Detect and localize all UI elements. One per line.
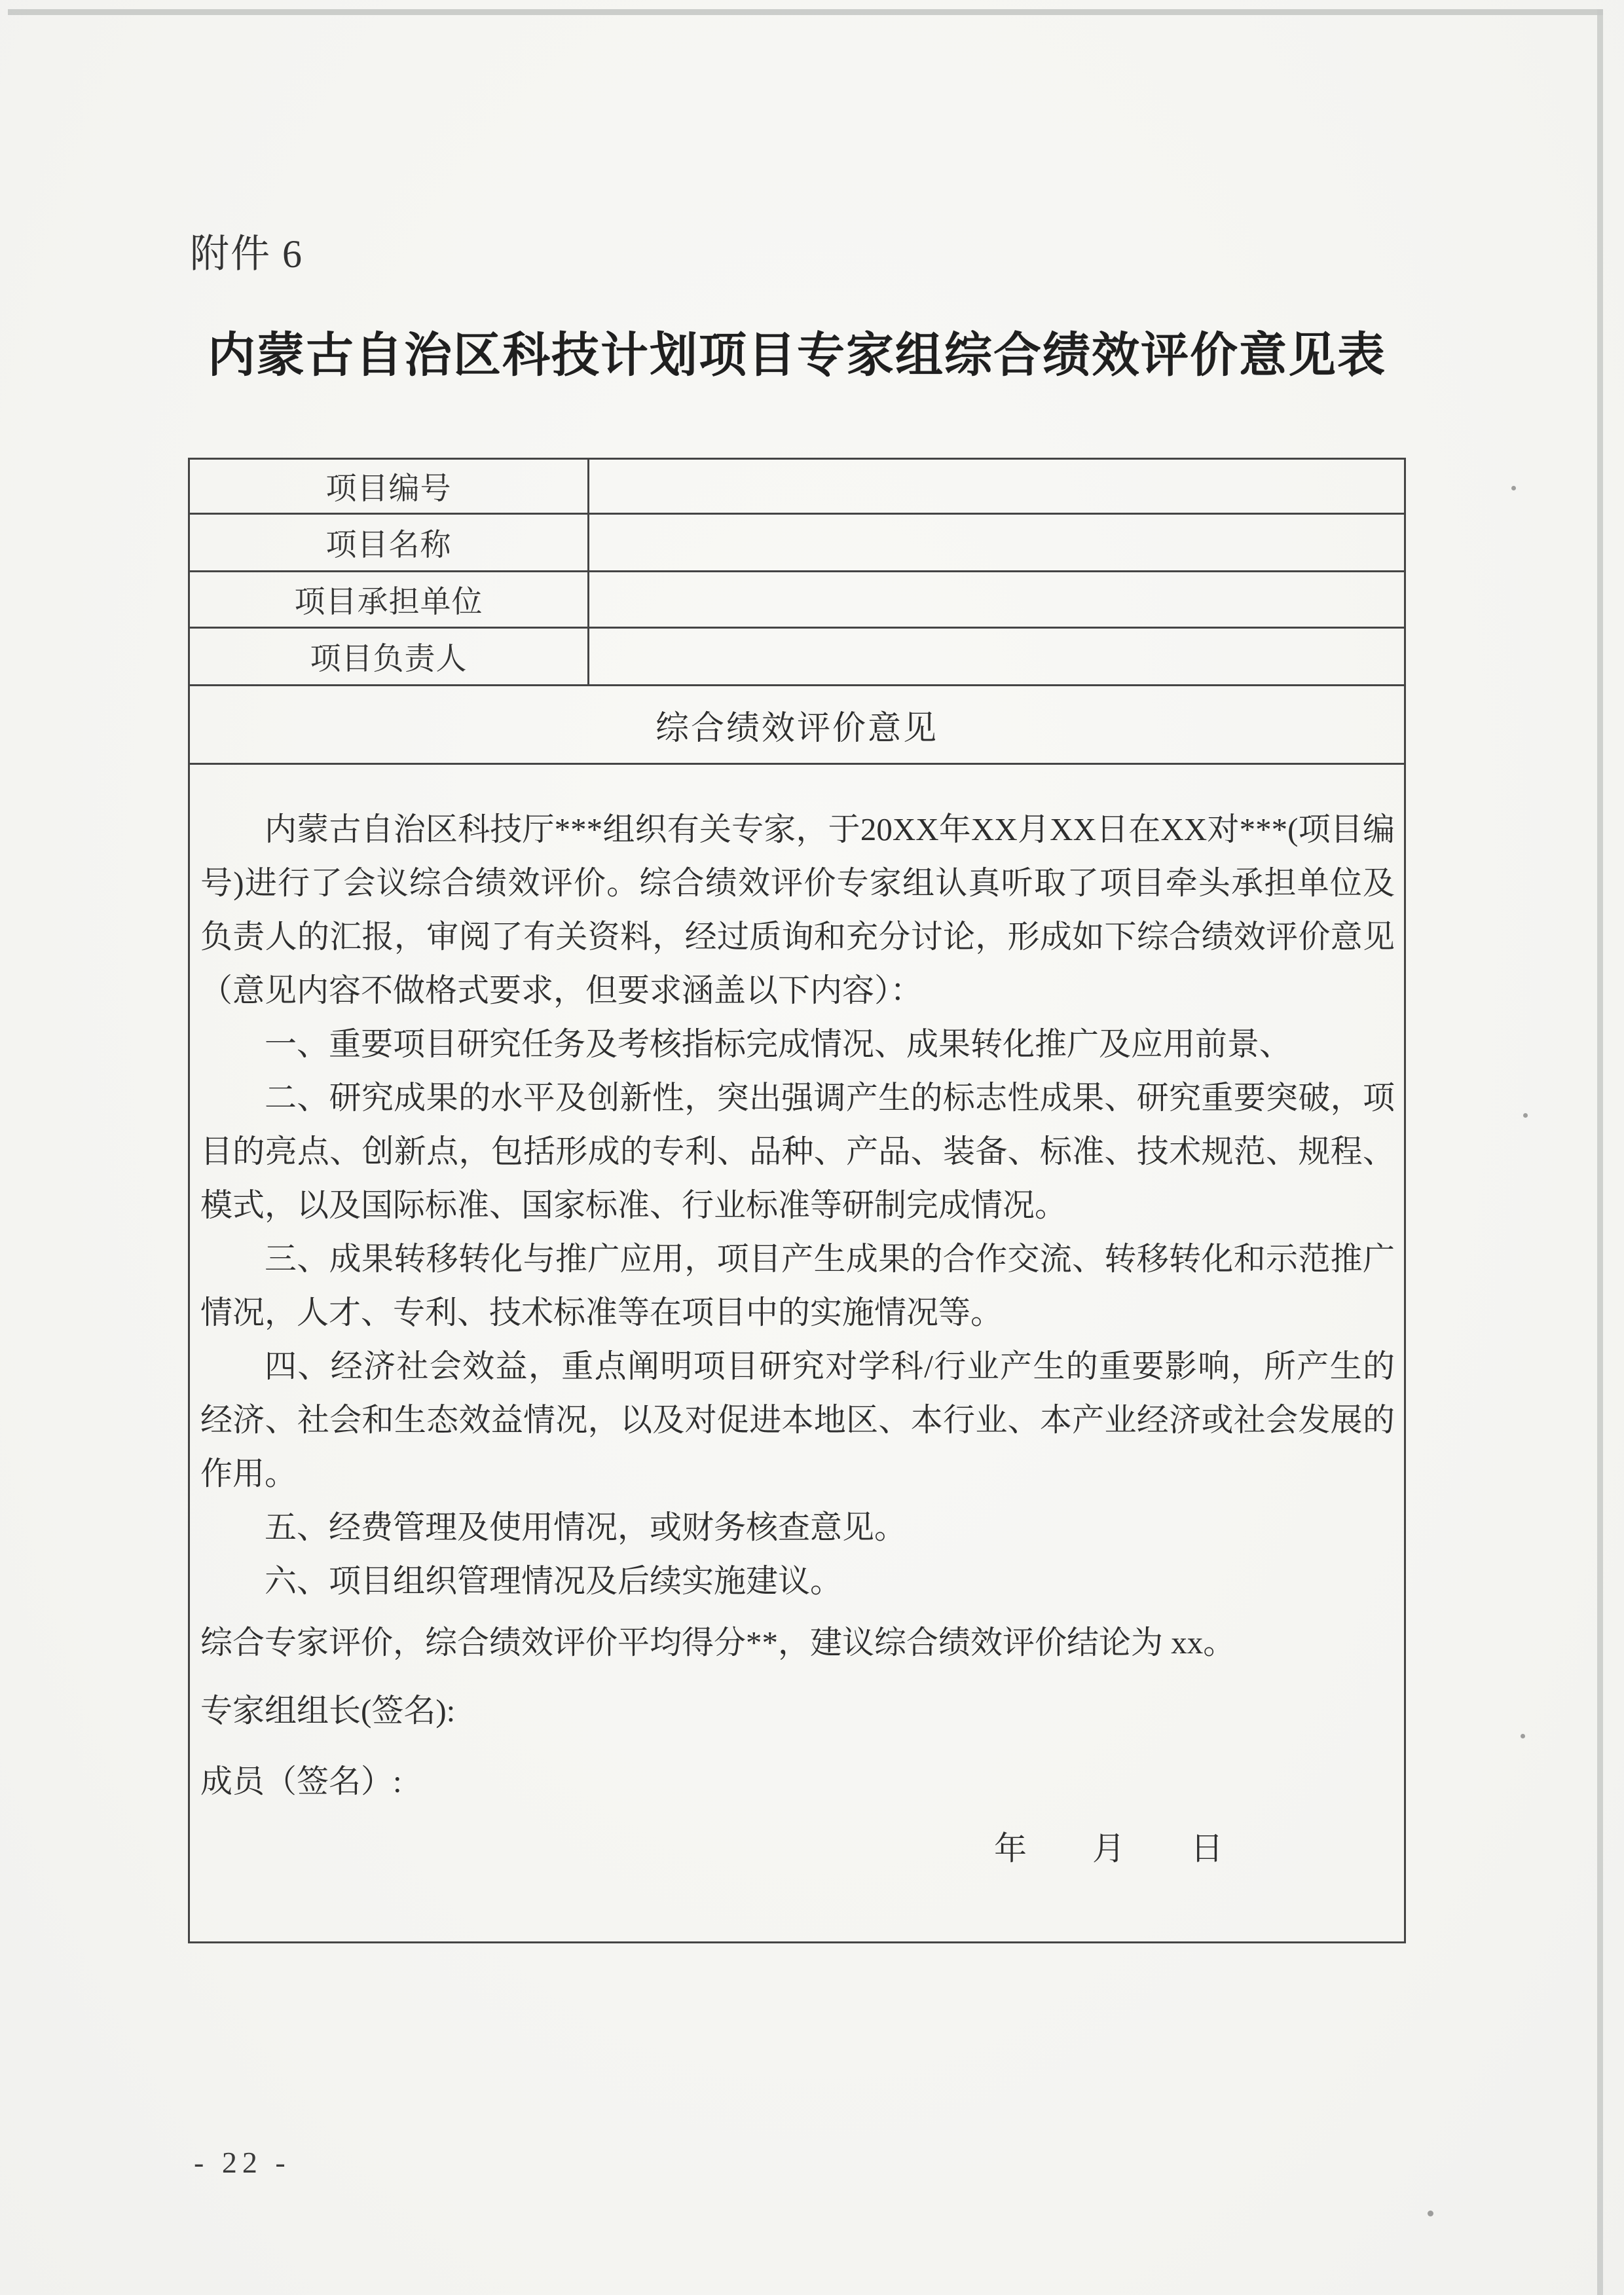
table-row-project-name (190, 515, 1404, 572)
section-header-comprehensive-evaluation: 综合绩效评价意见 (190, 686, 1404, 765)
page-title: 内蒙古自治区科技计划项目专家组综合绩效评价意见表 (208, 329, 1386, 382)
field-label-undertaking-unit: 项目承担单位 (190, 572, 589, 627)
opinion-paragraph-item-5: 五、经费管理及使用情况，或财务核查意见。 (265, 1509, 907, 1545)
scan-edge-right-artifact (1597, 9, 1603, 2295)
page-number: - 22 - (194, 2146, 291, 2179)
signature-leader-label: 专家组组长(签名): (200, 1693, 456, 1729)
field-value-project-leader (589, 629, 1404, 684)
field-value-project-name (589, 515, 1404, 570)
opinion-paragraph-item-2: 二、研究成果的水平及创新性，突出强调产生的标志性成果、研究重要突破，项目的亮点、创新点，包括形成的专利、品种、产品、装备、标准、技术规范、规程、模式，以及国际标准、国家标准、行业标准等研制完成情况。 (200, 1080, 1395, 1223)
signature-members-label: 成员（签名）: (200, 1763, 402, 1799)
table-row-project-number (190, 460, 1404, 515)
opinion-paragraph-item-4: 四、经济社会效益，重点阐明项目研究对学科/行业产生的重要影响，所产生的经济、社会和生态效益情况，以及对促进本地区、本行业、本产业经济或社会发展的作用。 (200, 1348, 1395, 1492)
opinion-paragraph-intro: 内蒙古自治区科技厅***组织有关专家，于20XX年XX月XX日在XX对***(项目编号)进行了会议综合绩效评价。综合绩效评价专家组认真听取了项目牵头承担单位及负责人的汇报，审阅了有关资料，经过质询和充分讨论，形成如下综合绩效评价意见（意见内容不做格式要求，但要求涵盖以下内容）： (200, 811, 1395, 1008)
field-label-project-number: 项目编号 (190, 460, 589, 513)
field-label-project-leader: 项目负责人 (190, 629, 589, 684)
field-label-project-name: 项目名称 (190, 515, 589, 570)
opinion-content-cell (190, 765, 1404, 1943)
opinion-paragraph-item-6: 六、项目组织管理情况及后续实施建议。 (265, 1563, 843, 1599)
evaluation-form-table (188, 458, 1406, 1943)
table-row-project-leader (190, 629, 1404, 686)
field-value-project-number (589, 460, 1404, 513)
scan-speck (1428, 2211, 1433, 2216)
date-line: 年 月 日 (994, 1830, 1223, 1867)
summary-line: 综合专家评价，综合绩效评价平均得分**，建议综合绩效评价结论为 xx。 (200, 1625, 1236, 1661)
opinion-paragraph-item-3: 三、成果转移转化与推广应用，项目产生成果的合作交流、转移转化和示范推广情况，人才、专利、技术标准等在项目中的实施情况等。 (200, 1241, 1395, 1331)
scan-speck (1511, 486, 1516, 490)
scan-speck (1523, 1113, 1528, 1118)
table-row-undertaking-unit (190, 572, 1404, 629)
field-value-undertaking-unit (589, 572, 1404, 627)
attachment-label: 附件 6 (190, 232, 303, 276)
opinion-paragraph-item-1: 一、重要项目研究任务及考核指标完成情况、成果转化推广及应用前景、 (265, 1026, 1292, 1062)
scan-edge-top-artifact (8, 9, 1603, 15)
scan-speck (1521, 1734, 1525, 1738)
